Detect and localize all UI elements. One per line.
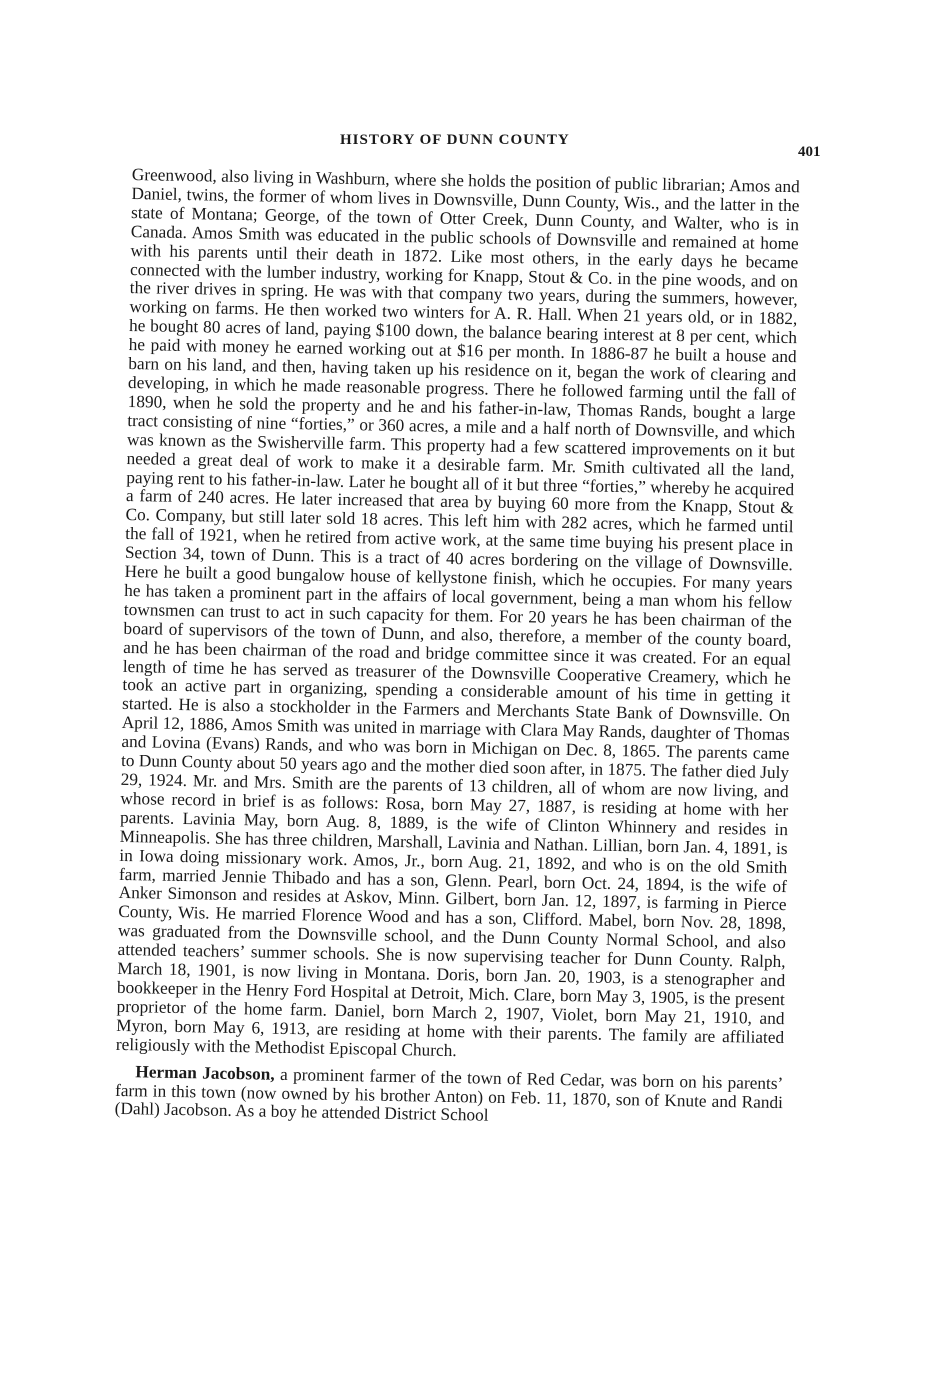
page-number: 401 bbox=[798, 144, 821, 160]
body-text bbox=[115, 166, 800, 1131]
running-head: HISTORY OF DUNN COUNTY bbox=[340, 132, 570, 148]
new-entry-paragraph bbox=[115, 1062, 784, 1131]
entry-text: a prominent farmer of the town of Red Cedar, was born on his parents’ farm in this town (now owned by his brother Anton) on Feb. 11, 1870, son of Knute and Randi (Dahl) Jacobson. As a boy he attended District School bbox=[114, 1064, 784, 1126]
entry-name: Herman Jacobson, bbox=[135, 1061, 275, 1084]
continuation-paragraph: Greenwood, also living in Washburn, where she holds the position of public librarian; Amos and Daniel, twins, the former of whom lives in Downsville, Dunn County, Wis., and the latter in the state of Montana; George, of the town of Otter Creek, Dunn County, and Walter, who is in Canada. Amos Smith was educated in the public schools of Downsville and remained at home with his parents until their death in 1872. Like most others, in the early days he became connected with the lumber industry, working for Knapp, Stout & Co. in the pine woods, and on the river drives in spring. He was with that company two years, during the summers, however, working on farms. He then worked two winters for A. R. Hall. When 21 years old, or in 1882, he bought 80 acres of land, paying $100 down, the balance bearing interest at 8 per cent, which he paid with money he earned working out at $16 per month. In 1886-87 he built a house and barn on his land, and then, having taken up his residence on it, began the work of clearing and developing, in which he made reasonable progress. There he followed farming until the fall of 1890, when he sold the property and he and his father-in-law, Thomas Rands, bought a large tract consisting of nine “forties,” or 360 acres, a mile and a half north of Downsville, and which was known as the Swisherville farm. This property had a few scattered improvements on it but needed a great deal of work to make it a desirable farm. Mr. Smith cultivated all the land, paying rent to his father-in-law. Later he bought all of it but three “forties,” whereby he acquired a farm of 240 acres. He later increased that area by buying 60 more from the Knapp, Stout & Co. Company, but still later sold 18 acres. This left him with 282 acres, which he farmed until the fall of 1921, when he retired from active work, at the same time buying his present place in Section 34, town of Dunn. This is a tract of 40 acres bordering on the village of Downsville. Here he built a good bungalow house of kellystone finish, which he occupies. For many years he has taken a prominent part in the affairs of local government, being a man whom his fellow townsmen can trust to act in such capacity for them. For 20 years he has been chairman of the board of supervisors of the town of Dunn, and also, therefore, a member of the county board, and he has been chairman of the road and bridge committee since it was created. For an equal length of time he has served as treasurer of the Downsville Cooperative Creamery, which he took an active part in organizing, spending a considerable amount of his time in getting it started. He is also a stockholder in the Farmers and Merchants State Bank of Downsville. On April 12, 1886, Amos Smith was united in marriage with Clara May Rands, daughter of Thomas and Lovina (Evans) Rands, and who was born in Michigan on Dec. 8, 1865. The parents came to Dunn County about 50 years ago and the mother died soon after, in 1875. The father died July 29, 1924. Mr. and Mrs. Smith are the parents of 13 children, all of whom are now living, and whose record in brief is as follows: Rosa, born May 27, 1887, is residing at home with her parents. Lavinia May, born Aug. 8, 1889, is the wife of Clinton Whinnery and resides in Minneapolis. She has three children, Marshall, Lavinia and Nathan. Lillian, born Jan. 4, 1891, is in Iowa doing missionary work. Amos, Jr., born Aug. 21, 1892, and who is on the old Smith farm, married Jennie Thibado and has a son, Glenn. Pearl, born Oct. 24, 1894, is the wife of Anker Simonson and resides at Askov, Minn. Gilbert, born Jan. 12, 1897, is farming in Pierce County, Wis. He married Florence Wood and has a son, Clifford. Mabel, born Nov. 28, 1898, was graduated from the Downsville school, and the Dunn County Normal School, and also attended teachers’ summer schools. She is now supervising teacher for Dunn County. Ralph, March 18, 1901, is now living in Montana. Doris, born Jan. 20, 1903, is a stenographer and bookkeeper in the Henry Ford Hospital at Detroit, Mich. Clare, born May 3, 1905, is the present proprietor of the home farm. Daniel, born March 2, 1907, Violet, born May 21, 1910, and Myron, born May 6, 1913, are residing at home with their parents. The family are affiliated religiously with the Methodist Episcopal Church. bbox=[115, 165, 800, 1060]
